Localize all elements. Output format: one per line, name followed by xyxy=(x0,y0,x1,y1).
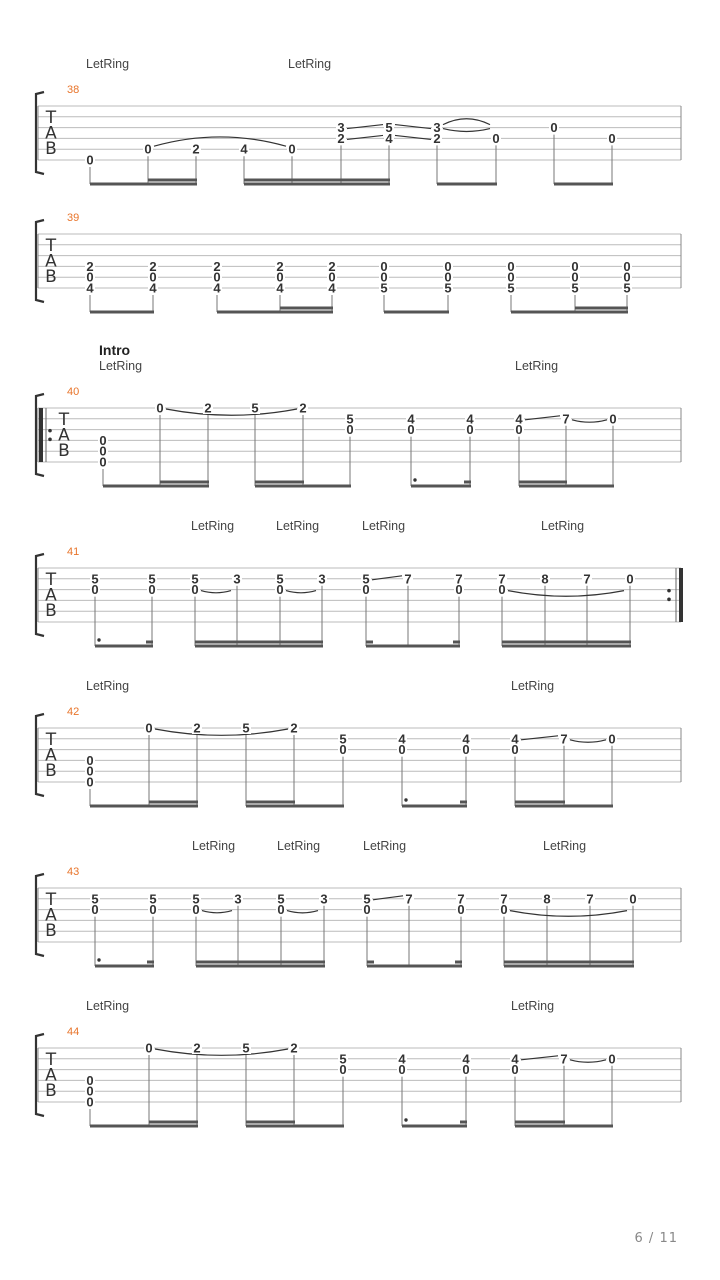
system-bracket xyxy=(36,874,44,956)
fret-number: 2 xyxy=(290,1040,298,1056)
beam xyxy=(90,311,154,314)
fret-number: 5 xyxy=(363,891,371,907)
fret-number: 0 xyxy=(507,269,515,285)
fret-number: 0 xyxy=(550,120,558,136)
beam xyxy=(575,307,628,310)
fret-number: 0 xyxy=(398,1062,406,1078)
repeat-dot xyxy=(667,589,671,593)
fret-number: 5 xyxy=(91,571,99,587)
fret-number: 4 xyxy=(398,1051,406,1067)
beam xyxy=(90,805,198,808)
tie-arc xyxy=(155,1049,288,1055)
fret-number: 5 xyxy=(444,280,452,296)
fret-number: 0 xyxy=(507,258,515,274)
fret-number: 5 xyxy=(91,891,99,907)
let-ring-annotation: LetRing xyxy=(543,839,587,853)
fret-number: 0 xyxy=(328,269,336,285)
fret-number: 0 xyxy=(462,742,470,758)
repeat-start-thick xyxy=(39,408,43,462)
fret-number: 5 xyxy=(385,120,393,136)
fret-number: 0 xyxy=(609,411,617,427)
tab-clef-letter: T xyxy=(45,236,57,256)
section-label: Intro xyxy=(99,342,131,358)
beam xyxy=(244,179,390,182)
fret-number: 0 xyxy=(144,141,152,157)
fret-number: 4 xyxy=(462,1051,470,1067)
fret-number: 0 xyxy=(145,1040,153,1056)
system-44-measure-number: 44 xyxy=(67,1026,80,1038)
fret-number: 0 xyxy=(623,269,631,285)
system-39-measure-number: 39 xyxy=(67,212,80,224)
beam xyxy=(255,481,304,484)
beam xyxy=(149,801,198,804)
fret-number: 2 xyxy=(276,258,284,274)
beam xyxy=(196,961,325,964)
fret-number: 2 xyxy=(193,1040,201,1056)
let-ring-annotation: LetRing xyxy=(541,519,585,533)
fret-number: 0 xyxy=(362,582,370,598)
let-ring-annotation: LetRing xyxy=(86,679,130,693)
fret-number: 0 xyxy=(99,443,107,459)
tab-clef-letter: A xyxy=(45,585,57,606)
fret-number: 4 xyxy=(149,280,157,296)
fret-number: 3 xyxy=(433,120,441,136)
tie-arc xyxy=(155,729,288,735)
fret-number: 0 xyxy=(571,269,579,285)
tab-clef-letter: T xyxy=(45,890,57,910)
fret-number: 8 xyxy=(543,891,551,907)
fret-number: 5 xyxy=(242,1040,250,1056)
beam xyxy=(160,481,209,484)
fret-number: 4 xyxy=(328,280,336,296)
beam xyxy=(244,183,390,186)
let-ring-annotation: LetRing xyxy=(86,999,130,1013)
fret-number: 5 xyxy=(149,891,157,907)
beam xyxy=(453,641,460,644)
fret-number: 7 xyxy=(560,731,568,747)
fret-number: 4 xyxy=(407,411,415,427)
fret-number: 4 xyxy=(511,1051,519,1067)
tie-arc xyxy=(570,740,606,742)
beam xyxy=(103,485,209,488)
fret-number: 3 xyxy=(233,571,241,587)
beam xyxy=(411,485,471,488)
fret-number: 0 xyxy=(500,902,508,918)
tie-arc xyxy=(287,911,318,913)
tab-clef-letter: T xyxy=(58,410,70,430)
beam xyxy=(246,801,295,804)
let-ring-annotation: LetRing xyxy=(277,839,321,853)
rhythm-dot xyxy=(413,478,416,481)
fret-number: 4 xyxy=(276,280,284,296)
fret-number: 7 xyxy=(586,891,594,907)
fret-number: 4 xyxy=(515,411,523,427)
fret-number: 0 xyxy=(276,582,284,598)
tab-clef-letter: A xyxy=(45,745,57,766)
beam xyxy=(366,641,373,644)
beam xyxy=(366,645,460,648)
fret-number: 0 xyxy=(462,1062,470,1078)
tab-clef-letter: B xyxy=(58,441,70,461)
fret-number: 2 xyxy=(192,141,200,157)
fret-number: 0 xyxy=(511,742,519,758)
beam xyxy=(502,641,631,644)
fret-number: 0 xyxy=(492,130,500,146)
tie-arc xyxy=(572,420,607,422)
tab-clef-letter: T xyxy=(45,108,57,128)
beam xyxy=(554,183,613,186)
fret-number: 5 xyxy=(339,1051,347,1067)
beam xyxy=(246,1121,295,1124)
fret-number: 3 xyxy=(320,891,328,907)
fret-number: 0 xyxy=(86,752,94,768)
fret-number: 5 xyxy=(276,571,284,587)
fret-number: 0 xyxy=(86,1072,94,1088)
tie-arc xyxy=(202,911,232,913)
fret-number: 0 xyxy=(149,902,157,918)
fret-number: 0 xyxy=(91,582,99,598)
fret-number: 3 xyxy=(337,120,345,136)
tie-arc xyxy=(201,591,231,593)
fret-number: 5 xyxy=(362,571,370,587)
fret-number: 5 xyxy=(380,280,388,296)
fret-number: 5 xyxy=(623,280,631,296)
fret-number: 7 xyxy=(500,891,508,907)
fret-number: 0 xyxy=(156,400,164,416)
rhythm-dot xyxy=(97,638,100,641)
fret-number: 0 xyxy=(86,1094,94,1110)
fret-number: 2 xyxy=(204,400,212,416)
system-40-measure-number: 40 xyxy=(67,386,80,398)
tab-clef-letter: B xyxy=(45,921,57,941)
let-ring-annotation: LetRing xyxy=(288,57,332,71)
fret-number: 0 xyxy=(86,774,94,790)
rhythm-dot xyxy=(404,1118,407,1121)
fret-number: 0 xyxy=(444,269,452,285)
beam xyxy=(255,485,351,488)
beam xyxy=(455,961,462,964)
beam xyxy=(367,961,374,964)
system-bracket xyxy=(36,554,44,636)
fret-number: 5 xyxy=(339,731,347,747)
let-ring-annotation: LetRing xyxy=(511,679,555,693)
fret-number: 5 xyxy=(191,571,199,587)
fret-number: 7 xyxy=(455,571,463,587)
beam xyxy=(502,645,631,648)
fret-number: 0 xyxy=(608,731,616,747)
fret-number: 0 xyxy=(86,269,94,285)
fret-number: 5 xyxy=(242,720,250,736)
system-bracket xyxy=(36,220,44,302)
fret-number: 0 xyxy=(498,582,506,598)
system-43-measure-number: 43 xyxy=(67,866,80,878)
beam xyxy=(519,485,614,488)
fret-number: 5 xyxy=(277,891,285,907)
fret-number: 5 xyxy=(192,891,200,907)
fret-number: 2 xyxy=(299,400,307,416)
tab-clef-letter: A xyxy=(45,251,57,272)
repeat-dot xyxy=(48,438,52,442)
tab-clef-letter: B xyxy=(45,267,57,287)
system-bracket xyxy=(36,714,44,796)
beam xyxy=(90,183,197,186)
fret-number: 7 xyxy=(583,571,591,587)
let-ring-annotation: LetRing xyxy=(515,359,559,373)
beam xyxy=(148,179,197,182)
fret-number: 0 xyxy=(86,152,94,168)
fret-number: 0 xyxy=(444,258,452,274)
fret-number: 3 xyxy=(318,571,326,587)
fret-number: 0 xyxy=(148,582,156,598)
beam xyxy=(90,1125,198,1128)
beam xyxy=(437,183,497,186)
fret-number: 4 xyxy=(86,280,94,296)
repeat-dot xyxy=(48,429,52,433)
tab-clef-letter: T xyxy=(45,570,57,590)
beam xyxy=(147,961,154,964)
page-number: 6 / 11 xyxy=(634,1231,678,1246)
tab-clef-letter: A xyxy=(45,905,57,926)
beam xyxy=(504,965,634,968)
fret-number: 0 xyxy=(149,269,157,285)
tab-clef-letter: B xyxy=(45,1081,57,1101)
beam xyxy=(367,965,462,968)
fret-number: 0 xyxy=(407,422,415,438)
fret-number: 2 xyxy=(328,258,336,274)
beam xyxy=(149,1121,198,1124)
fret-number: 4 xyxy=(511,731,519,747)
tab-clef-letter: B xyxy=(45,761,57,781)
fret-number: 0 xyxy=(398,742,406,758)
fret-number: 0 xyxy=(571,258,579,274)
let-ring-annotation: LetRing xyxy=(192,839,236,853)
fret-number: 4 xyxy=(385,130,393,146)
fret-number: 2 xyxy=(290,720,298,736)
let-ring-annotation: LetRing xyxy=(191,519,235,533)
let-ring-annotation: LetRing xyxy=(511,999,555,1013)
fret-number: 0 xyxy=(86,763,94,779)
beam xyxy=(515,1125,613,1128)
fret-number: 0 xyxy=(276,269,284,285)
fret-number: 7 xyxy=(405,891,413,907)
fret-number: 4 xyxy=(462,731,470,747)
rhythm-dot xyxy=(97,958,100,961)
let-ring-annotation: LetRing xyxy=(86,57,130,71)
fret-number: 0 xyxy=(91,902,99,918)
fret-number: 5 xyxy=(148,571,156,587)
fret-number: 0 xyxy=(455,582,463,598)
beam xyxy=(195,645,323,648)
fret-number: 0 xyxy=(380,258,388,274)
system-42-measure-number: 42 xyxy=(67,706,80,718)
fret-number: 2 xyxy=(337,130,345,146)
fret-number: 2 xyxy=(86,258,94,274)
beam xyxy=(95,645,153,648)
tab-clef-letter: T xyxy=(45,1050,57,1070)
fret-number: 0 xyxy=(623,258,631,274)
tie-arc xyxy=(570,1060,606,1062)
fret-number: 4 xyxy=(398,731,406,747)
fret-number: 0 xyxy=(515,422,523,438)
fret-number: 5 xyxy=(251,400,259,416)
fret-number: 5 xyxy=(571,280,579,296)
fret-number: 0 xyxy=(288,141,296,157)
let-ring-annotation: LetRing xyxy=(363,839,407,853)
beam xyxy=(246,1125,344,1128)
beam xyxy=(95,965,154,968)
system-bracket xyxy=(36,1034,44,1116)
fret-number: 4 xyxy=(240,141,248,157)
fret-number: 0 xyxy=(511,1062,519,1078)
fret-number: 2 xyxy=(433,130,441,146)
beam xyxy=(515,805,613,808)
fret-number: 0 xyxy=(608,1051,616,1067)
beam xyxy=(402,805,467,808)
system-bracket xyxy=(36,92,44,174)
fret-number: 5 xyxy=(346,411,354,427)
fret-number: 4 xyxy=(213,280,221,296)
fret-number: 0 xyxy=(99,432,107,448)
let-ring-annotation: LetRing xyxy=(362,519,406,533)
fret-number: 4 xyxy=(466,411,474,427)
fret-number: 0 xyxy=(339,1062,347,1078)
tie-arc xyxy=(510,911,627,917)
beam xyxy=(196,965,325,968)
fret-number: 0 xyxy=(363,902,371,918)
fret-number: 5 xyxy=(507,280,515,296)
fret-number: 0 xyxy=(629,891,637,907)
beam xyxy=(460,801,467,804)
tie-arc xyxy=(508,591,624,597)
repeat-dot xyxy=(667,598,671,602)
beam xyxy=(246,805,344,808)
repeat-end-thick xyxy=(679,568,683,622)
tie-arc xyxy=(443,129,490,132)
fret-number: 3 xyxy=(234,891,242,907)
beam xyxy=(464,481,471,484)
fret-number: 0 xyxy=(145,720,153,736)
fret-number: 0 xyxy=(191,582,199,598)
beam xyxy=(217,311,333,314)
tab-clef-letter: B xyxy=(45,601,57,621)
beam xyxy=(511,311,628,314)
beam xyxy=(519,481,567,484)
fret-number: 0 xyxy=(277,902,285,918)
tab-clef-letter: A xyxy=(58,425,70,446)
fret-number: 7 xyxy=(457,891,465,907)
beam xyxy=(460,1121,467,1124)
fret-number: 0 xyxy=(339,742,347,758)
let-ring-annotation: LetRing xyxy=(276,519,320,533)
fret-number: 0 xyxy=(608,130,616,146)
fret-number: 0 xyxy=(213,269,221,285)
beam xyxy=(384,311,449,314)
beam xyxy=(280,307,333,310)
beam xyxy=(515,1121,565,1124)
fret-number: 0 xyxy=(86,1083,94,1099)
tie-arc xyxy=(286,591,316,593)
rhythm-dot xyxy=(404,798,407,801)
fret-number: 0 xyxy=(192,902,200,918)
fret-number: 8 xyxy=(541,571,549,587)
tie-arc xyxy=(443,119,490,125)
beam xyxy=(402,1125,467,1128)
system-38-measure-number: 38 xyxy=(67,84,80,96)
let-ring-annotation: LetRing xyxy=(99,359,143,373)
beam xyxy=(504,961,634,964)
fret-number: 0 xyxy=(346,422,354,438)
beam xyxy=(515,801,565,804)
fret-number: 0 xyxy=(466,422,474,438)
fret-number: 0 xyxy=(380,269,388,285)
system-41-measure-number: 41 xyxy=(67,546,80,558)
fret-number: 7 xyxy=(560,1051,568,1067)
fret-number: 0 xyxy=(99,454,107,470)
tab-clef-letter: A xyxy=(45,123,57,144)
fret-number: 7 xyxy=(498,571,506,587)
tab-clef-letter: A xyxy=(45,1065,57,1086)
fret-number: 0 xyxy=(457,902,465,918)
fret-number: 2 xyxy=(193,720,201,736)
tab-clef-letter: T xyxy=(45,730,57,750)
fret-number: 0 xyxy=(626,571,634,587)
fret-number: 2 xyxy=(213,258,221,274)
tie-arc xyxy=(166,409,297,415)
tab-clef-letter: B xyxy=(45,139,57,159)
fret-number: 7 xyxy=(562,411,570,427)
beam xyxy=(195,641,323,644)
fret-number: 2 xyxy=(149,258,157,274)
fret-number: 7 xyxy=(404,571,412,587)
beam xyxy=(146,641,153,644)
